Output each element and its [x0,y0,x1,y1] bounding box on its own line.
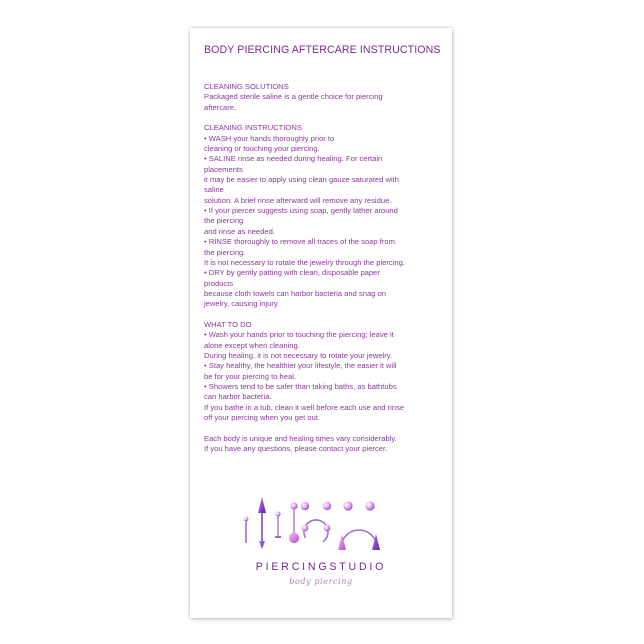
instruction-line: • WASH your hands thoroughly prior to [204,133,335,143]
paragraph-spacer [204,310,440,320]
instruction-line: WHAT TO DO [204,319,252,329]
navel-barbell-icon [289,502,299,543]
straight-barbell-icon [244,517,249,543]
instruction-line: During healing, it is not necessary to rotate your jewelry. [204,350,393,360]
instruction-line: because cloth towels can harbor bacteria and snag on [204,288,386,298]
instruction-line: • Stay healthy, the healthier your lifestyle, the easier it will [204,361,397,371]
circular-barbell-icon [300,502,333,549]
brand-name: PIERCINGSTUDIO [255,561,387,573]
instruction-line: If you have any questions, please contact your piercer. [204,444,388,454]
instruction-line: and rinse as needed. [204,226,275,236]
instruction-line: solution. A brief rinse afterward will remove any residue. [204,195,392,205]
instruction-line: CLEANING SOLUTIONS [204,82,289,91]
instruction-line: can harbor bacteria. [204,392,272,402]
horseshoe-spike-icon [338,501,380,550]
instruction-line: CLEANING INSTRUCTIONS [204,123,302,133]
instruction-line: cleaning or touching your piercing. [204,144,320,154]
instruction-line: • RINSE thoroughly to remove all traces of the soap from [204,237,395,247]
instruction-line: If you bathe in a tub, clean it well before each use and rinse [204,402,405,412]
instruction-line: • SALINE rinse as needed during healing. For certain [204,154,383,164]
instructions-text [204,82,440,454]
instruction-line: the piercing. [204,247,246,257]
instruction-line: Each body is unique and healing times vary considerably. [204,433,397,443]
instruction-line: products [204,278,234,288]
labret-icon [275,511,281,538]
instruction-line: alone except when cleaning. [204,340,300,350]
instruction-line: it may be easier to apply using clean gauze saturated with [204,175,400,185]
spike-barbell-icon [258,497,266,549]
instruction-line: be for your piercing to heal. [204,371,297,381]
instruction-line: • Wash your hands prior to touching the piercing; leave it [204,330,394,340]
instruction-line: • If your piercer suggests using soap, gently lather around [204,206,398,216]
brand-tagline: body piercing [289,577,353,586]
instruction-line: • Showers tend to be safer than taking baths, as bathtubs [204,381,397,391]
instruction-line: saline [204,185,224,195]
instruction-line: placements [204,164,243,174]
instruction-line: aftercare. [204,102,237,112]
instruction-line: Packaged sterile saline is a gentle choice for piercing [204,92,383,102]
aftercare-card [190,28,452,618]
instruction-line: off your piercing when you get out. [204,413,320,422]
paragraph-spacer [204,113,440,123]
instruction-line: It is not necessary to rotate the jewelry through the piercing. [204,257,405,267]
instruction-line: the piercing [204,216,244,226]
instruction-line: jewelry, causing injury. [204,299,280,309]
paragraph-spacer [204,423,440,433]
card-title: BODY PIERCING AFTERCARE INSTRUCTIONS [204,44,441,56]
instruction-line: • DRY by gently patting with clean, disposable paper [204,268,380,278]
